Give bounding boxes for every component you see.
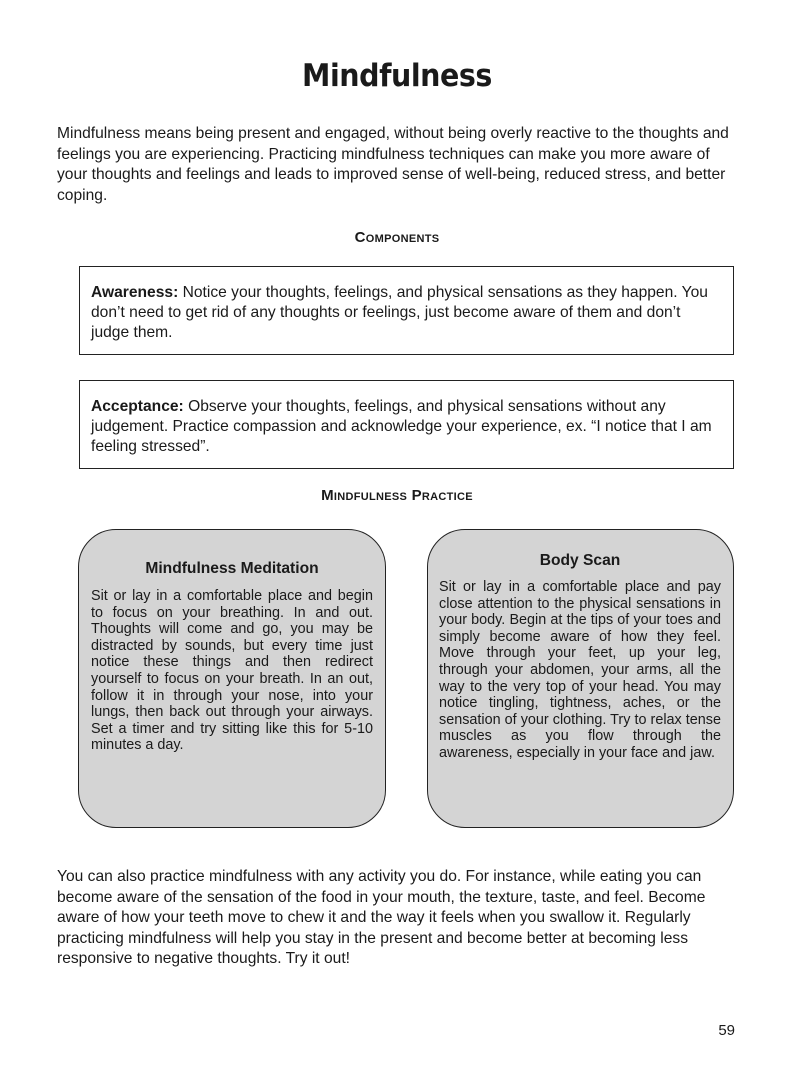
practice-heading: Mindfulness Practice <box>321 487 473 504</box>
acceptance-box <box>79 380 734 469</box>
awareness-text: Notice your thoughts, feelings, and physical sensations as they happen. You don’t need to get rid of any thoughts or feelings, just become aware of them and don’t judge them. <box>91 284 708 341</box>
outro-paragraph: You can also practice mindfulness with any activity you do. For instance, while eating you can become aware of the sensation of the food in your mouth, the texture, taste, and feel. Become aware of how your teeth move to chew it and the way it feels when you swallow it. Regularly practicing mindfulness will help you stay in the present and become better at becoming less responsive to negative thoughts. Try it out! <box>57 868 706 968</box>
body-scan-card <box>427 529 734 828</box>
acceptance-term: Acceptance: <box>91 398 184 415</box>
components-heading: Components <box>354 229 440 246</box>
page-title: Mindfulness <box>302 58 492 94</box>
body-scan-body: Sit or lay in a comfortable place and pay close attention to the physical sensations in your body. Begin at the tips of your toes and simply become aware of how they feel. Move through your feet, up your leg, through your abdomen, your arms, all the way to the very top of your head. You may notice tingling, tightness, aches, or the sensation of your clothing. Try to relax tense muscles as you flow through the awareness, especially in your face and jaw. <box>439 579 721 761</box>
meditation-card <box>78 529 386 828</box>
awareness-box <box>79 266 734 355</box>
intro-paragraph: Mindfulness means being present and engaged, without being overly reactive to the thoughts and feelings you are experiencing. Practicing mindfulness techniques can make you more aware of your thoughts and feelings and leads to improved sense of well-being, reduced stress, and better coping. <box>57 125 729 204</box>
meditation-title: Mindfulness Meditation <box>145 560 319 577</box>
page-number: 59 <box>718 1022 735 1039</box>
meditation-body: Sit or lay in a comfortable place and begin to focus on your breathing. In and out. Thoughts will come and go, you may be distracted by sounds, but every time just notice these things and then redirect yourself to focus on your breath. In an out, follow it in through your nose, into your lungs, then back out through your airways. Set a timer and try sitting like this for 5-10 minutes a day. <box>91 588 373 754</box>
awareness-term: Awareness: <box>91 284 179 301</box>
body-scan-title: Body Scan <box>539 552 621 569</box>
acceptance-text: Observe your thoughts, feelings, and physical sensations without any judgement. Practice compassion and acknowledge your experience, ex. “I notice that I am feeling stressed”. <box>91 398 712 455</box>
